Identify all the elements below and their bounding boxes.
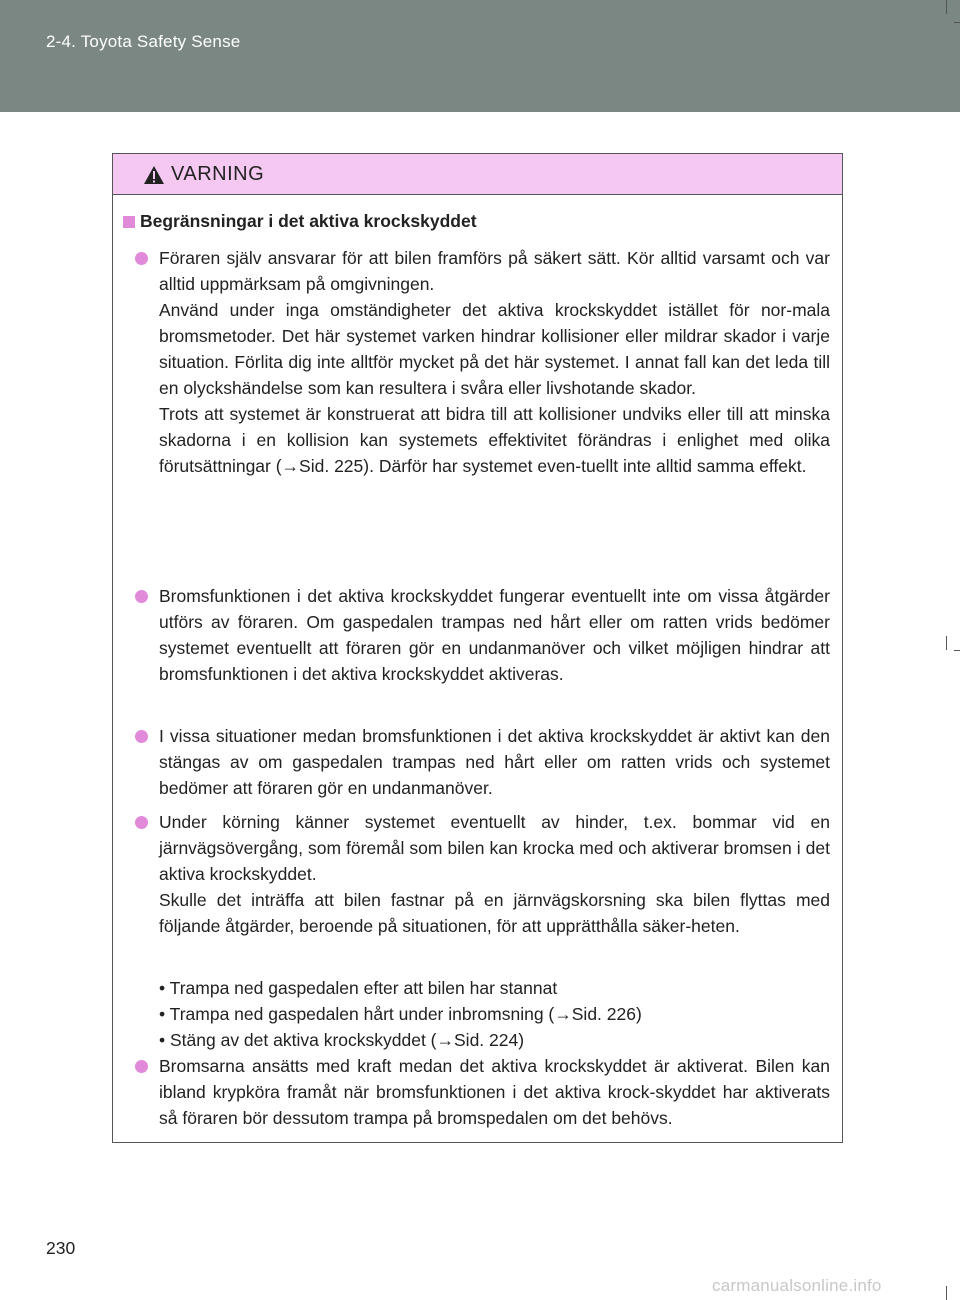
warning-box xyxy=(112,153,843,1143)
bullet-icon xyxy=(135,730,148,743)
crop-mark xyxy=(946,0,947,14)
crop-mark xyxy=(954,22,960,23)
bullet-icon xyxy=(135,252,148,265)
step-item: • Trampa ned gaspedalen efter att bilen har stannat xyxy=(159,978,558,998)
bullet-icon xyxy=(135,816,148,829)
section-header xyxy=(0,0,960,112)
warning-title: VARNING xyxy=(171,163,265,185)
paragraph: I vissa situationer medan bromsfunktionen i det aktiva krockskyddet är aktivt kan den stängas av om gaspedalen trampas ned hårt eller om ratten vrids och systemet bedömer att föraren gör en undanmanöver. xyxy=(159,726,830,798)
warning-triangle-icon xyxy=(143,165,165,185)
bullet-icon xyxy=(135,590,148,603)
paragraph: Under körning känner systemet eventuellt av hinder, t.ex. bommar vid en järnvägsövergång, som föremål som bilen kan krocka med och aktiverar bromsen i det aktiva krockskyddet. xyxy=(159,812,830,884)
list-item xyxy=(135,1053,830,1131)
watermark: carmanualsonline.info xyxy=(712,1276,882,1295)
warning-subheading xyxy=(123,211,477,232)
paragraph: Föraren själv ansvarar för att bilen framförs på säkert sätt. Kör alltid varsamt och var alltid uppmärksam på omgivningen. xyxy=(159,248,830,294)
bullet-icon xyxy=(135,1060,148,1073)
paragraph: Trots att systemet är konstruerat att bidra till att kollisioner undviks eller till att minska skadorna i en kollision kan systemets effektivitet förändras i enlighet med olika förutsättningar (→Sid. 225). Därför har systemet even-tuellt inte alltid samma effekt. xyxy=(159,404,830,476)
paragraph: Använd under inga omständigheter det aktiva krockskyddet istället för nor-mala bromsmetoder. Det här systemet varken hindrar kollisioner eller mildrar skador i varje situation. Förlita dig inte alltför mycket på det här systemet. I annat fall kan det leda till en olyckshändelse som kan resultera i svåra eller livshotande skador. xyxy=(159,300,830,398)
list-item xyxy=(135,245,830,479)
paragraph: Bromsarna ansätts med kraft medan det aktiva krockskyddet är aktiverat. Bilen kan ibland krypköra framåt när bromsfunktionen i det aktiva krock-skyddet har aktiverats så föraren bör dessutom trampa på bromspedalen om det behövs. xyxy=(159,1056,830,1128)
list-item xyxy=(135,723,830,801)
list-item xyxy=(135,583,830,687)
step-item: • Stäng av det aktiva krockskyddet (→Sid. 224) xyxy=(159,1030,525,1050)
step-item: • Trampa ned gaspedalen hårt under inbromsning (→Sid. 226) xyxy=(159,1004,642,1024)
square-bullet-icon xyxy=(123,216,135,228)
crop-mark xyxy=(946,1286,947,1300)
page-number: 230 xyxy=(46,1238,76,1258)
paragraph: Skulle det inträffa att bilen fastnar på en järnvägskorsning ska bilen flyttas med följande åtgärder, beroende på situationen, för att upprätthålla säker-heten. xyxy=(159,890,830,936)
warning-header xyxy=(113,154,842,195)
crop-mark xyxy=(946,636,947,650)
list-item xyxy=(135,809,830,939)
paragraph: Bromsfunktionen i det aktiva krockskyddet fungerar eventuellt inte om vissa åtgärder utförs av föraren. Om gaspedalen trampas ned hårt eller om ratten vrids bedömer systemet eventuellt att föraren gör en undanmanöver och vilket möjligen hindrar att bromsfunktionen i det aktiva krockskyddet aktiveras. xyxy=(159,586,830,684)
crop-mark xyxy=(954,650,960,651)
section-title: 2-4. Toyota Safety Sense xyxy=(46,32,241,51)
warning-subheading-text: Begränsningar i det aktiva krockskyddet xyxy=(140,211,477,231)
steps-list xyxy=(159,975,839,1053)
